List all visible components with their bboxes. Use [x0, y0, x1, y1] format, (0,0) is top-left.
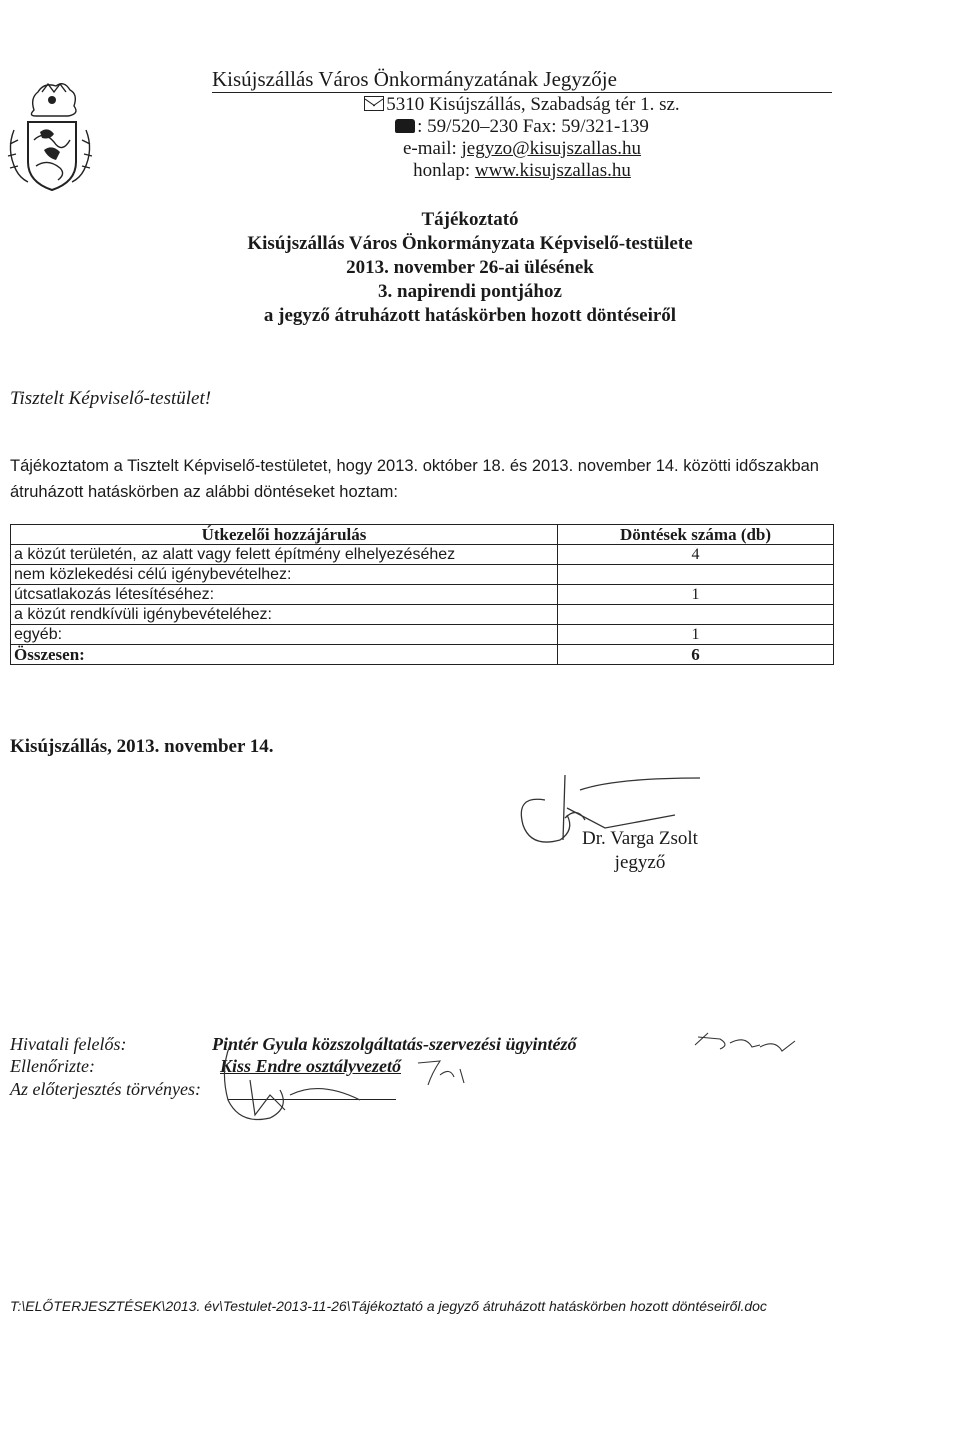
web-line: [212, 160, 832, 182]
salutation: Tisztelt Képviselő-testület!: [10, 388, 212, 409]
checked-value: Kiss Endre osztályvezető: [220, 1056, 402, 1076]
web-link[interactable]: www.kisujszallas.hu: [474, 160, 631, 181]
title-line: 3. napirendi pontjához: [378, 281, 562, 302]
checked-label: Ellenőrizte:: [10, 1056, 95, 1076]
phone-fax: : 59/520–230 Fax: 59/321-139: [417, 116, 649, 137]
title-line: Tájékoztató: [421, 209, 519, 230]
header-cell: Döntések száma (db): [558, 525, 834, 545]
contact-block: [212, 94, 832, 182]
signer-block: [540, 827, 740, 875]
row-label: a közút területén, az alatt vagy felett építmény elhelyezéséhez: [11, 545, 558, 565]
table-header-row: [11, 525, 834, 545]
table-row: [11, 605, 834, 625]
total-label: Összesen:: [11, 645, 558, 665]
row-label: nem közlekedési célú igénybevételhez:: [11, 565, 558, 585]
web-label: honlap:: [413, 160, 475, 181]
header-rule: [212, 92, 832, 93]
document-title: [120, 208, 820, 328]
coat-of-arms-icon: [4, 70, 96, 195]
table-row: [11, 585, 834, 605]
letterhead: [212, 66, 832, 92]
row-value: [558, 605, 834, 625]
body-paragraph: Tájékoztatom a Tisztelt Képviselő-testületet, hogy 2013. október 18. és 2013. november 14. közötti időszakban átruházott hatáskörben az alábbi döntéseket hoztam:: [10, 457, 819, 501]
decisions-table: [10, 524, 834, 665]
address-line: [212, 94, 832, 116]
envelope-icon: [364, 96, 384, 111]
email-link[interactable]: jegyzo@kisujszallas.hu: [461, 138, 642, 159]
phone-fax-line: [212, 116, 832, 138]
row-value: 1: [558, 585, 834, 605]
email-label: e-mail:: [402, 138, 462, 159]
title-line: 2013. november 26-ai ülésének: [346, 257, 594, 278]
total-value: 6: [558, 645, 834, 665]
responsible-label: Hivatali felelős:: [10, 1034, 127, 1054]
title-line: Kisújszállás Város Önkormányzata Képviselő-testülete: [247, 233, 693, 254]
legality-label: Az előterjesztés törvényes:: [10, 1079, 201, 1099]
office-title: Kisújszállás Város Önkormányzatának Jegyzője: [212, 67, 617, 91]
signer-name: Dr. Varga Zsolt: [582, 828, 698, 849]
phone-icon: [395, 119, 415, 133]
row-value: [558, 565, 834, 585]
handwritten-initials: [690, 1025, 800, 1065]
table-total-row: [11, 645, 834, 665]
table-row: [11, 545, 834, 565]
signer-role: jegyző: [614, 852, 666, 873]
header-cell: Útkezelői hozzájárulás: [11, 525, 558, 545]
handwritten-initials: [410, 1055, 480, 1090]
place-date: Kisújszállás, 2013. november 14.: [10, 736, 274, 757]
row-label: útcsatlakozás létesítéséhez:: [11, 585, 558, 605]
file-path: T:\ELŐTERJESZTÉSEK\2013. év\Testulet-2013-11-26\Tájékoztató a jegyző átruházott hatáskörben hozott döntéseiről.doc: [10, 1298, 767, 1314]
address: 5310 Kisújszállás, Szabadság tér 1. sz.: [386, 94, 680, 115]
table-row: [11, 625, 834, 645]
row-label: egyéb:: [11, 625, 558, 645]
email-line: [212, 138, 832, 160]
title-line: a jegyző átruházott hatáskörben hozott döntéseiről: [263, 305, 677, 326]
row-label: a közút rendkívüli igénybevételéhez:: [11, 605, 558, 625]
row-value: 4: [558, 545, 834, 565]
row-value: 1: [558, 625, 834, 645]
handwritten-signature: [210, 1040, 420, 1130]
table-row: [11, 565, 834, 585]
responsible-value: Pintér Gyula közszolgáltatás-szervezési ügyintéző: [212, 1034, 577, 1054]
